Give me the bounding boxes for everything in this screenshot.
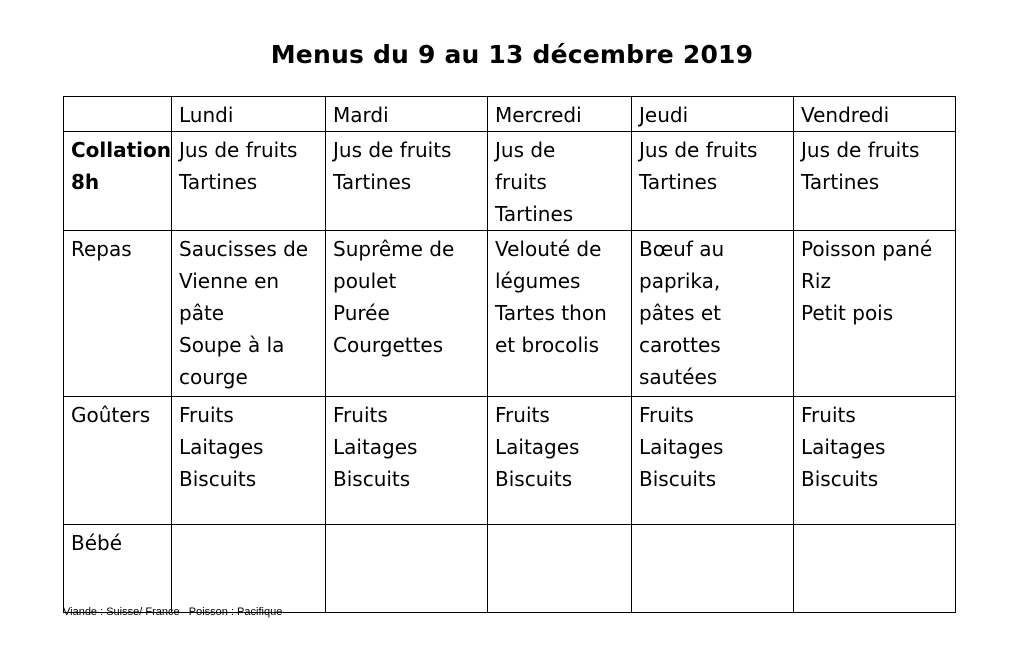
menu-item: pâte [179,301,225,325]
label-line: 8h [71,170,100,194]
cell-gouters-jeudi [632,397,794,525]
menu-item: Bœuf au [639,237,725,261]
page-title: Menus du 9 au 13 décembre 2019 [270,40,754,69]
day-header-mardi: Mardi [326,97,488,132]
row-label-gouters [64,397,172,525]
menu-item: Laitages [639,435,724,459]
menu-item: courge [179,365,248,389]
menu-item: Tartines [639,170,718,194]
menu-item: Fruits [333,403,388,427]
row-bebe [64,525,956,613]
menu-item: paprika, [639,269,721,293]
row-label-bebe [64,525,172,613]
menu-item: Laitages [801,435,886,459]
menu-item: Laitages [495,435,580,459]
menu-table [63,96,956,613]
menu-item: Suprême de [333,237,455,261]
menu-item: Tartines [801,170,880,194]
menu-item: et brocolis [495,333,599,357]
origin-footnote: Viande : Suisse/ France Poisson : Pacifique [63,606,283,618]
menu-item: carottes [639,333,721,357]
menu-item: Laitages [179,435,264,459]
cell-collation-mardi [326,132,488,231]
cell-repas-lundi [172,231,326,397]
day-header-vendredi: Vendredi [794,97,956,132]
menu-item: Tartines [495,202,574,226]
menu-item: sautées [639,365,718,389]
cell-bebe-mardi [326,525,488,613]
cell-collation-vendredi [794,132,956,231]
menu-item: Jus de [495,138,556,162]
menu-item: fruits [495,170,547,194]
menu-item: Fruits [801,403,856,427]
menu-item: Biscuits [801,467,879,491]
cell-repas-vendredi [794,231,956,397]
row-collation [64,132,956,231]
cell-bebe-mercredi [488,525,632,613]
menu-item: Tartines [179,170,258,194]
label-line: Bébé [71,531,123,555]
menu-item: pâtes et [639,301,722,325]
menu-item: Laitages [333,435,418,459]
menu-item: Saucisses de [179,237,309,261]
header-row [64,97,956,132]
label-line: Repas [71,237,132,261]
menu-item: Jus de fruits [179,138,298,162]
menu-item: Poisson pané [801,237,933,261]
menu-item: Tartines [333,170,412,194]
menu-item: Jus de fruits [639,138,758,162]
cell-bebe-jeudi [632,525,794,613]
cell-gouters-mercredi [488,397,632,525]
menu-item: Riz [801,269,831,293]
row-label-repas [64,231,172,397]
cell-repas-mercredi [488,231,632,397]
corner-cell [64,97,172,132]
day-header-jeudi: Jeudi [632,97,794,132]
menu-item: légumes [495,269,581,293]
cell-gouters-vendredi [794,397,956,525]
cell-gouters-lundi [172,397,326,525]
cell-repas-mardi [326,231,488,397]
menu-item: Jus de fruits [801,138,920,162]
menu-item: Purée [333,301,390,325]
day-header-lundi: Lundi [172,97,326,132]
cell-repas-jeudi [632,231,794,397]
cell-collation-jeudi [632,132,794,231]
menu-item: Biscuits [333,467,411,491]
menu-item: poulet [333,269,397,293]
label-line: Goûters [71,403,151,427]
menu-item: Tartes thon [495,301,607,325]
menu-item: Fruits [639,403,694,427]
cell-bebe-lundi [172,525,326,613]
menu-item: Biscuits [495,467,573,491]
menu-item: Fruits [495,403,550,427]
cell-bebe-vendredi [794,525,956,613]
menu-item: Biscuits [639,467,717,491]
row-label-collation [64,132,172,231]
label-line: Collation [71,138,172,162]
row-gouters [64,397,956,525]
cell-gouters-mardi [326,397,488,525]
cell-collation-mercredi [488,132,632,231]
day-header-mercredi: Mercredi [488,97,632,132]
menu-item: Biscuits [179,467,257,491]
menu-item: Vienne en [179,269,280,293]
menu-item: Jus de fruits [333,138,452,162]
row-repas [64,231,956,397]
menu-item: Courgettes [333,333,444,357]
menu-item: Velouté de [495,237,602,261]
cell-collation-lundi [172,132,326,231]
menu-item: Soupe à la [179,333,285,357]
menu-item: Petit pois [801,301,894,325]
menu-item: Fruits [179,403,234,427]
